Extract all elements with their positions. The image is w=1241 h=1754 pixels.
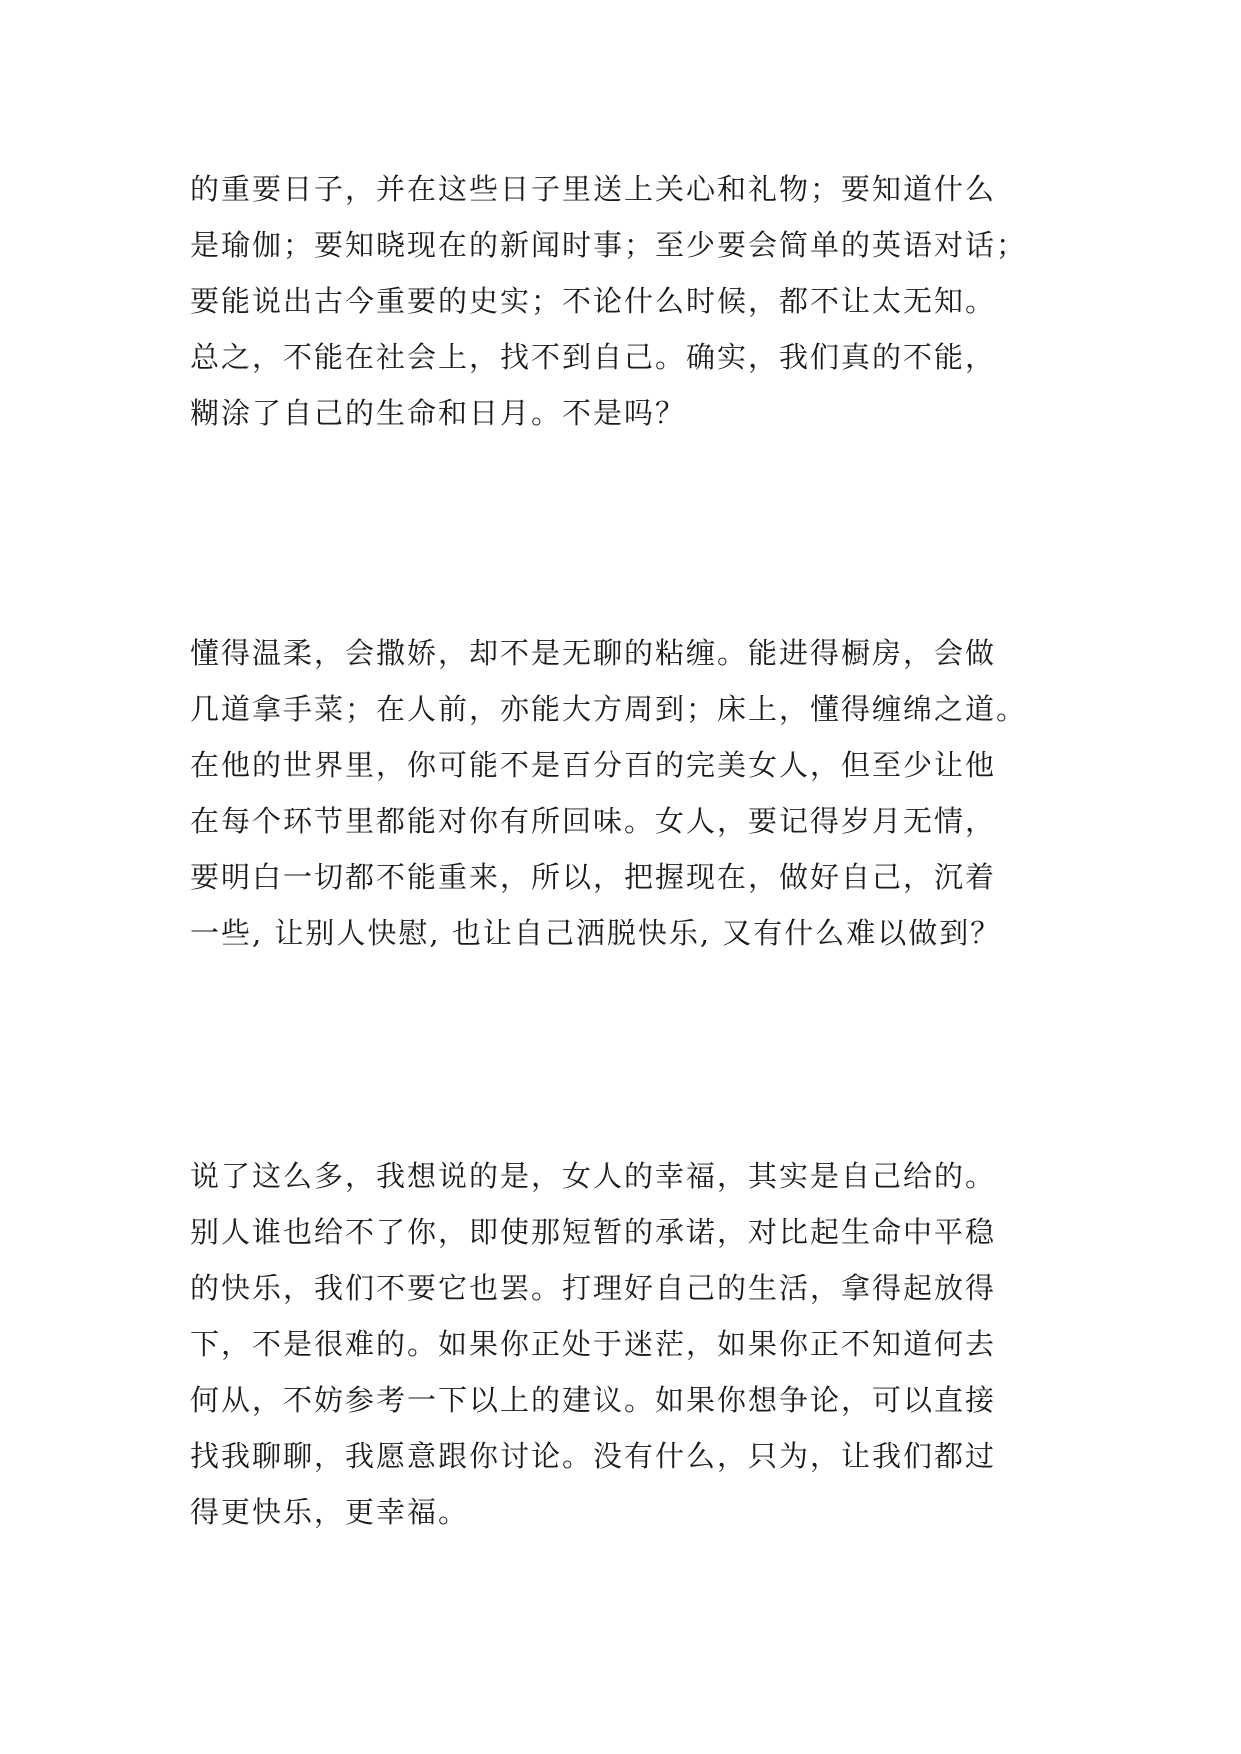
- text-line: 糊涂了自己的生命和日月。不是吗？: [190, 396, 687, 430]
- text-line: 懂得温柔，会撒娇，却不是无聊的粘缠。能进得橱房，会做: [190, 636, 997, 670]
- paragraph-2: [190, 625, 1070, 961]
- text-line: 要能说出古今重要的史实；不论什么时候，都不让太无知。: [190, 284, 997, 318]
- text-line: 别人谁也给不了你，即使那短暂的承诺，对比起生命中平稳: [190, 1215, 997, 1249]
- text-line: 一些, 让别人快慰, 也让自己洒脱快乐, 又有什么难以做到？: [190, 916, 1002, 950]
- paragraph-1: [190, 161, 1070, 441]
- text-line: 得更快乐，更幸福。: [190, 1495, 470, 1529]
- text-line: 下，不是很难的。如果你正处于迷茫，如果你正不知道何去: [190, 1327, 997, 1361]
- text-line: 要明白一切都不能重来，所以，把握现在，做好自己，沉着: [190, 860, 997, 894]
- text-line: 说了这么多，我想说的是，女人的幸福，其实是自己给的。: [190, 1159, 997, 1193]
- text-line: 几道拿手菜；在人前，亦能大方周到；床上，懂得缠绵之道。: [190, 692, 1028, 726]
- text-line: 总之，不能在社会上，找不到自己。确实，我们真的不能，: [190, 340, 997, 374]
- text-line: 的重要日子，并在这些日子里送上关心和礼物；要知道什么: [190, 172, 997, 206]
- text-line: 在他的世界里，你可能不是百分百的完美女人，但至少让他: [190, 748, 997, 782]
- text-line: 找我聊聊，我愿意跟你讨论。没有什么，只为，让我们都过: [190, 1439, 997, 1473]
- text-line: 的快乐，我们不要它也罢。打理好自己的生活，拿得起放得: [190, 1271, 997, 1305]
- text-line: 何从，不妨参考一下以上的建议。如果你想争论，可以直接: [190, 1383, 997, 1417]
- text-line: 是瑜伽；要知晓现在的新闻时事；至少要会简单的英语对话；: [190, 228, 1028, 262]
- paragraph-3: [190, 1148, 1070, 1540]
- text-line: 在每个环节里都能对你有所回味。女人，要记得岁月无情，: [190, 804, 997, 838]
